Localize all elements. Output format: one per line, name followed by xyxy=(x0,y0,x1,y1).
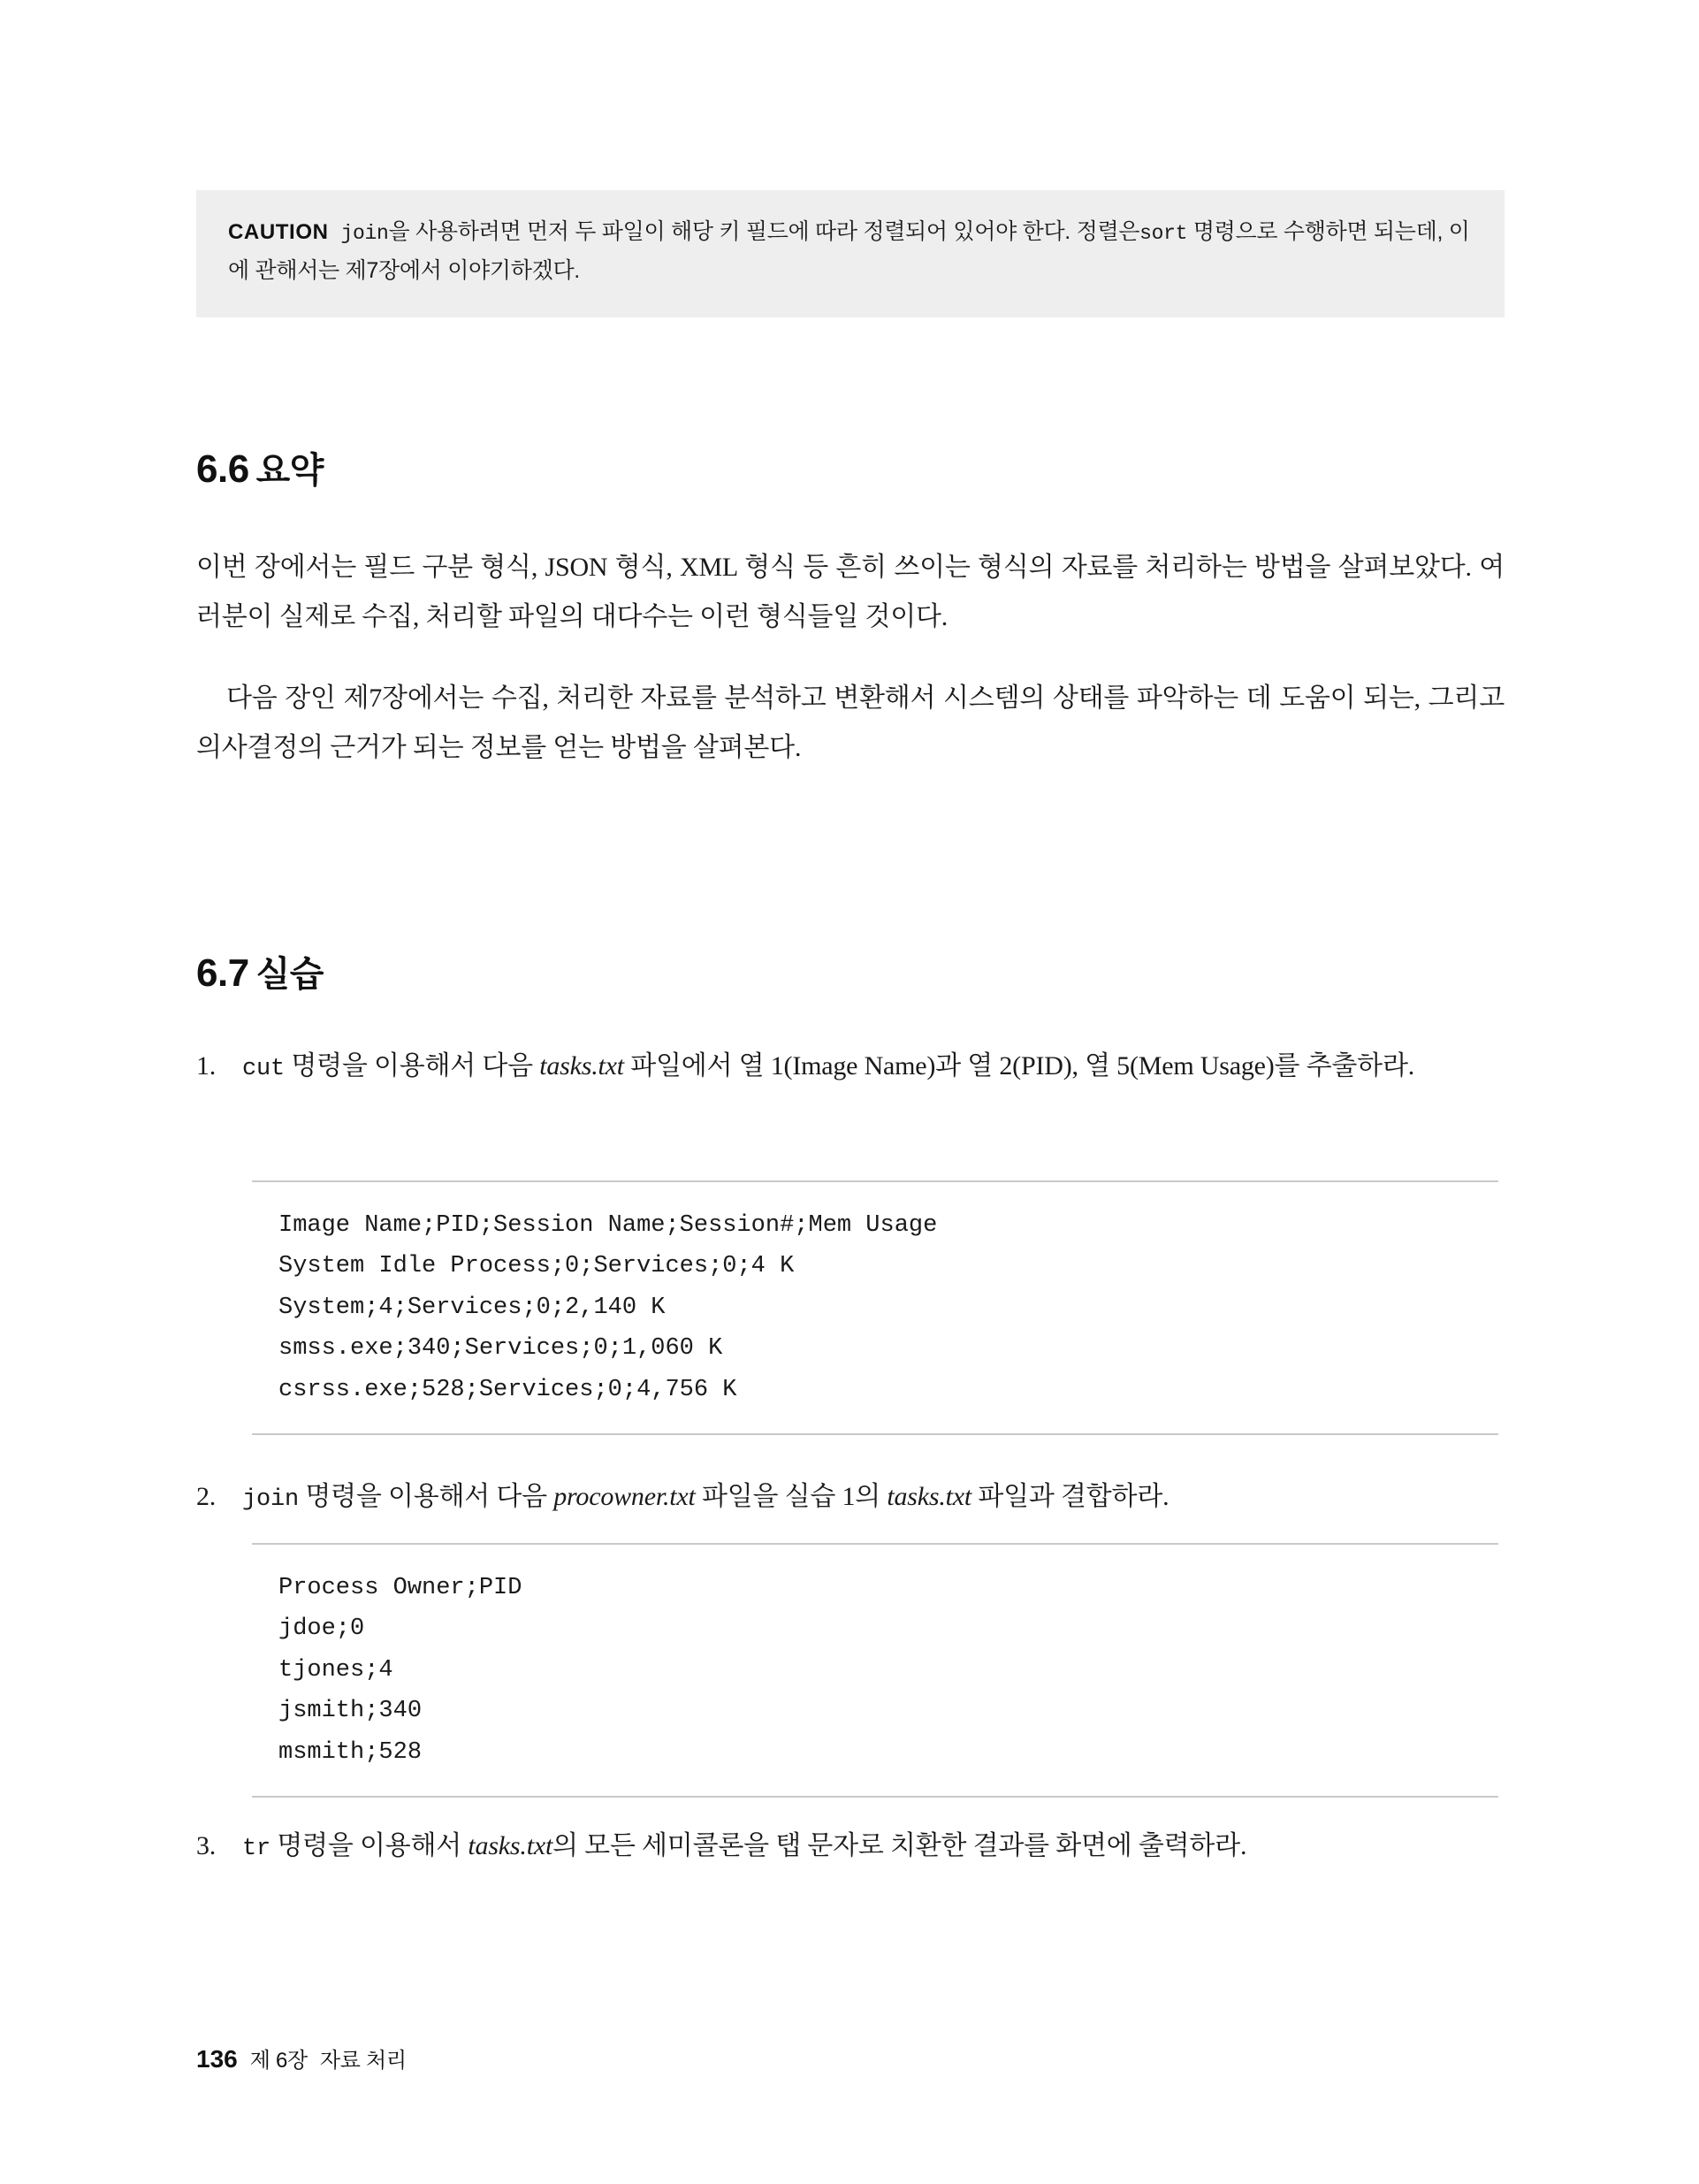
section-number: 6.6 xyxy=(196,447,249,491)
code-line: jdoe;0 xyxy=(278,1615,365,1643)
code-line: System;4;Services;0;2,140 K xyxy=(278,1294,666,1321)
exercise-text-a: 명령을 이용해서 다음 xyxy=(299,1482,554,1511)
page-number: 136 xyxy=(196,2045,238,2073)
exercise-item-3 xyxy=(196,1821,1505,1872)
caution-inline-code-sort: sort xyxy=(1139,222,1188,245)
section-heading-6-7 xyxy=(196,946,324,997)
section-heading-6-6 xyxy=(196,442,324,493)
code-line: System Idle Process;0;Services;0;4 K xyxy=(278,1253,795,1280)
paragraph-summary-1: 이번 장에서는 필드 구분 형식, JSON 형식, XML 형식 등 흔히 쓰이는 형식의 자료를 처리하는 방법을 살펴보았다. 여러분이 실제로 수집, 처리할 파일의 대다수는 이런 형식들일 것이다. xyxy=(196,553,1505,631)
code-line: tjones;4 xyxy=(278,1656,393,1684)
exercise-text-b: 파일을 실습 1의 xyxy=(695,1482,888,1511)
exercise-text-c: 파일과 결합하라. xyxy=(971,1482,1169,1511)
code-line: Process Owner;PID xyxy=(278,1575,522,1601)
exercise-filename: tasks.txt xyxy=(468,1831,553,1860)
section-number: 6.7 xyxy=(196,951,249,995)
code-line: Image Name;PID;Session Name;Session#;Mem Usage xyxy=(278,1212,938,1239)
caution-text-part4: 명령으로 수행하면 되는데, 이에 관해서는 제7장에서 이야기하겠다. xyxy=(228,219,1470,283)
page-footer xyxy=(196,2043,407,2073)
exercise-text-b: 의 모든 세미콜론을 탭 문자로 치환한 결과를 화면에 출력하라. xyxy=(552,1831,1247,1860)
exercise-text-b: 파일에서 열 1(Image Name)과 열 2(PID), 열 5(Mem Usage)를 추출하라. xyxy=(623,1051,1415,1081)
footer-chapter-label: 제 6장 xyxy=(249,2049,308,2073)
exercise-command: join xyxy=(242,1486,300,1513)
code-line: csrss.exe;528;Services;0;4,756 K xyxy=(278,1376,737,1403)
exercise-command: cut xyxy=(242,1056,286,1082)
caution-text-part2: 을 사용하려면 먼저 두 파일이 해당 키 필드에 따라 정렬되어 있어야 한다. 정렬은 xyxy=(388,219,1140,244)
caution-label: CAUTION xyxy=(228,220,329,244)
exercise-text xyxy=(242,1042,1505,1092)
exercise-filename: tasks.txt xyxy=(539,1051,624,1081)
caution-callout xyxy=(196,190,1505,317)
code-block-procowner-txt xyxy=(252,1543,1498,1798)
code-line: msmith;528 xyxy=(278,1738,423,1766)
paragraph-summary-2: 다음 장인 제7장에서는 수집, 처리한 자료를 분석하고 변환해서 시스템의 상태를 파악하는 데 도움이 되는, 그리고 의사결정의 근거가 되는 정보를 얻는 방법을 살펴본다. xyxy=(196,683,1505,762)
exercise-number: 3. xyxy=(196,1831,217,1860)
exercise-filename-2: tasks.txt xyxy=(887,1482,972,1511)
exercise-text xyxy=(242,1472,1505,1523)
caution-text xyxy=(228,213,1473,291)
exercise-item-2 xyxy=(196,1472,1505,1523)
code-line: smss.exe;340;Services;0;1,060 K xyxy=(278,1335,723,1363)
code-block-tasks-txt xyxy=(252,1180,1498,1435)
exercise-text xyxy=(242,1821,1505,1872)
exercise-command: tr xyxy=(242,1836,271,1862)
footer-chapter-title: 자료 처리 xyxy=(319,2049,407,2073)
caution-inline-code-join: join xyxy=(340,222,389,245)
exercise-filename: procowner.txt xyxy=(553,1482,696,1511)
exercise-item-1 xyxy=(196,1042,1505,1092)
section-title: 요약 xyxy=(255,451,324,490)
code-line: jsmith;340 xyxy=(278,1698,423,1725)
exercise-text-a: 명령을 이용해서 다음 xyxy=(285,1051,540,1081)
exercise-text-a: 명령을 이용해서 xyxy=(270,1831,469,1860)
exercise-number: 2. xyxy=(196,1482,217,1511)
exercise-number: 1. xyxy=(196,1051,217,1081)
section-title: 실습 xyxy=(255,955,324,994)
